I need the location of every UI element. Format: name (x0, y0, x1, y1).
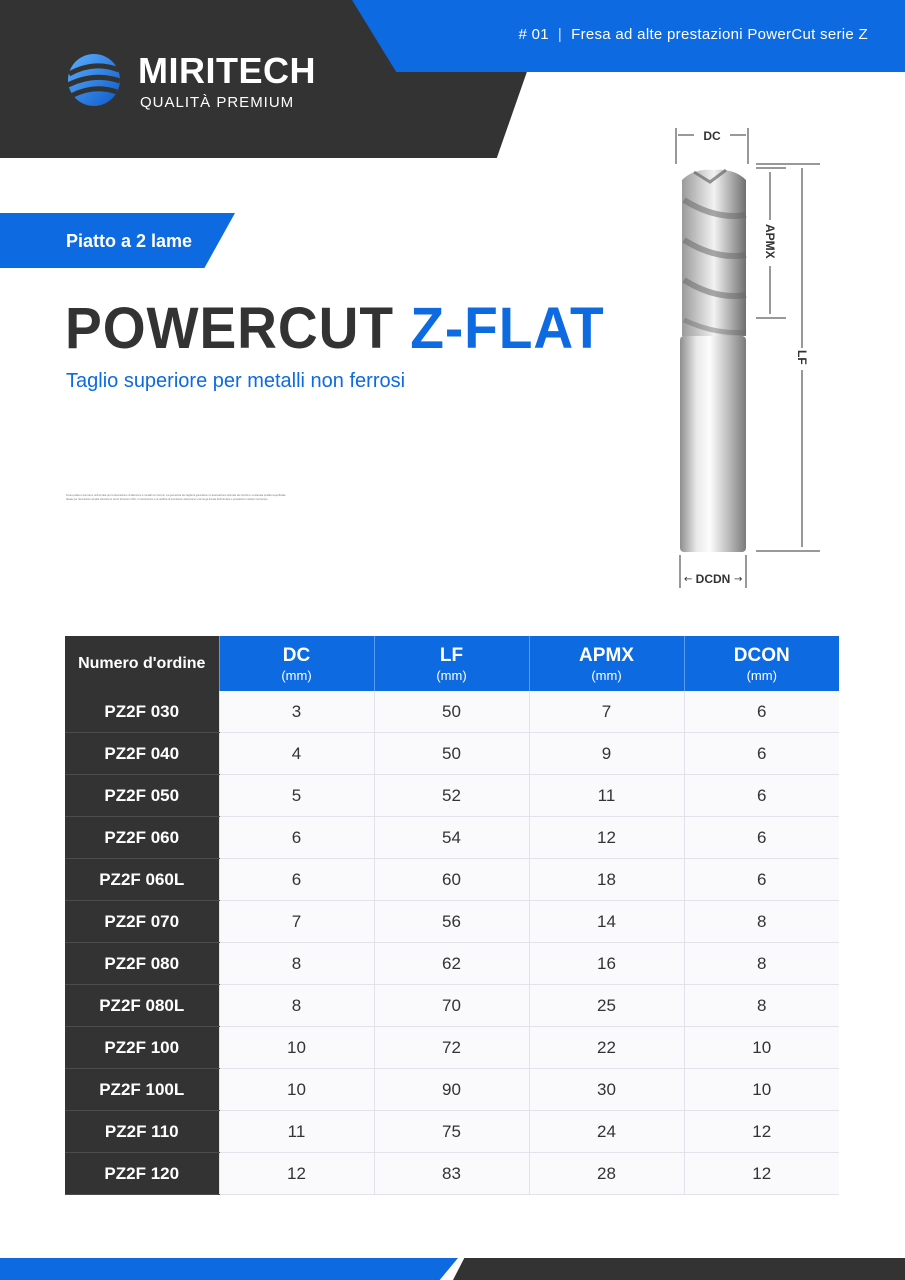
cell-dcon: 12 (684, 1153, 839, 1195)
col-header-unit: (mm) (436, 667, 467, 683)
cell-dc: 4 (219, 733, 374, 775)
brand-name: MIRITECH (138, 50, 316, 91)
col-header-label: Numero d'ordine (78, 654, 206, 672)
title-main: POWERCUT (65, 296, 395, 361)
footer-blue-band (0, 1258, 458, 1280)
table-row (65, 1111, 839, 1153)
cell-dcon: 8 (684, 901, 839, 943)
cell-apmx: 18 (529, 859, 684, 901)
spec-table (65, 636, 839, 1195)
cell-dc: 11 (219, 1111, 374, 1153)
cell-dcon: 6 (684, 775, 839, 817)
cell-lf: 50 (374, 733, 529, 775)
header-separator: | (557, 26, 563, 43)
dim-label-apmx: APMX (763, 224, 777, 259)
col-header-order-number (65, 636, 219, 691)
header-caption (519, 26, 869, 43)
col-header-label: APMX (579, 644, 634, 666)
cell-apmx: 16 (529, 943, 684, 985)
arrow-left-icon: ← (684, 574, 693, 585)
cell-dc: 6 (219, 817, 374, 859)
table-body (65, 691, 839, 1195)
cell-apmx: 24 (529, 1111, 684, 1153)
arrow-right-icon: → (734, 574, 743, 585)
product-subtitle: Taglio superiore per metalli non ferrosi (66, 370, 406, 392)
col-header-label: DC (282, 644, 311, 666)
col-header-dcon (684, 636, 839, 691)
cell-order-number: PZ2F 120 (65, 1153, 219, 1195)
cell-apmx: 22 (529, 1027, 684, 1069)
cell-order-number: PZ2F 100L (65, 1069, 219, 1111)
cell-apmx: 14 (529, 901, 684, 943)
cell-order-number: PZ2F 080 (65, 943, 219, 985)
cell-dcon: 6 (684, 817, 839, 859)
cell-dc: 10 (219, 1027, 374, 1069)
end-mill-body (680, 170, 746, 552)
miritech-logo-icon (66, 52, 122, 108)
cell-order-number: PZ2F 030 (65, 691, 219, 733)
col-header-unit: (mm) (591, 667, 622, 683)
table-row (65, 943, 839, 985)
cell-lf: 83 (374, 1153, 529, 1195)
cell-lf: 50 (374, 691, 529, 733)
cell-dcon: 6 (684, 733, 839, 775)
dim-label-dc: DC (703, 129, 721, 143)
cell-order-number: PZ2F 080L (65, 985, 219, 1027)
footer-dark-band (453, 1258, 905, 1280)
cell-apmx: 12 (529, 817, 684, 859)
cell-apmx: 7 (529, 691, 684, 733)
cell-lf: 60 (374, 859, 529, 901)
table-row (65, 985, 839, 1027)
cell-apmx: 30 (529, 1069, 684, 1111)
cell-dc: 10 (219, 1069, 374, 1111)
product-line: Fresa ad alte prestazioni PowerCut serie Z (571, 26, 868, 43)
col-header-lf (374, 636, 529, 691)
cell-lf: 62 (374, 943, 529, 985)
cell-apmx: 28 (529, 1153, 684, 1195)
cell-lf: 90 (374, 1069, 529, 1111)
cell-dc: 8 (219, 985, 374, 1027)
cell-order-number: PZ2F 040 (65, 733, 219, 775)
fine-print-line: Fresa piatta a due lame ottimizzata per la lavorazione di alluminio e metalli non ferrosi. La geometria dei taglienti garantisce un'evacuazione ottimale dei trucioli e un'elevata qualità superficiale. (66, 494, 287, 497)
cell-dc: 7 (219, 901, 374, 943)
cell-order-number: PZ2F 050 (65, 775, 219, 817)
cell-apmx: 9 (529, 733, 684, 775)
table-row (65, 859, 839, 901)
col-header-apmx (529, 636, 684, 691)
cell-apmx: 11 (529, 775, 684, 817)
table-header-row (65, 636, 839, 691)
cell-order-number: PZ2F 060L (65, 859, 219, 901)
brand-tagline: QUALITÀ PREMIUM (140, 94, 295, 111)
cell-dcon: 10 (684, 1069, 839, 1111)
cell-order-number: PZ2F 100 (65, 1027, 219, 1069)
category-tag: Piatto a 2 lame (66, 231, 193, 251)
cell-dcon: 8 (684, 943, 839, 985)
dim-label-dcdn: DCDN (695, 572, 731, 586)
cell-lf: 72 (374, 1027, 529, 1069)
product-title (65, 295, 605, 362)
col-header-unit: (mm) (746, 667, 777, 683)
table-row (65, 691, 839, 733)
table-row (65, 1027, 839, 1069)
cell-dc: 3 (219, 691, 374, 733)
cell-lf: 56 (374, 901, 529, 943)
cell-lf: 75 (374, 1111, 529, 1153)
cell-order-number: PZ2F 060 (65, 817, 219, 859)
col-header-label: LF (439, 644, 464, 666)
cell-dc: 8 (219, 943, 374, 985)
table-row (65, 1153, 839, 1195)
table-row (65, 775, 839, 817)
title-accent: Z-FLAT (410, 296, 605, 361)
cell-dc: 5 (219, 775, 374, 817)
fine-print-line: Ideale per lavorazioni ad alta velocità su centri di lavoro CNC; il rivestimento e la rettifica di precisione assicurano una lunga durata dell'utensile e prestazioni costanti nel tempo. (66, 498, 269, 501)
cell-lf: 52 (374, 775, 529, 817)
cell-dcon: 10 (684, 1027, 839, 1069)
cell-order-number: PZ2F 070 (65, 901, 219, 943)
cell-dcon: 8 (684, 985, 839, 1027)
cell-dcon: 12 (684, 1111, 839, 1153)
end-mill-diagram (664, 120, 824, 590)
cell-apmx: 25 (529, 985, 684, 1027)
dim-label-lf: LF (795, 350, 809, 365)
col-header-unit: (mm) (281, 667, 312, 683)
cell-lf: 70 (374, 985, 529, 1027)
cell-dc: 12 (219, 1153, 374, 1195)
cell-order-number: PZ2F 110 (65, 1111, 219, 1153)
fine-print (66, 494, 536, 502)
cell-lf: 54 (374, 817, 529, 859)
table-row (65, 1069, 839, 1111)
issue-number: # 01 (518, 26, 549, 43)
col-header-dc (219, 636, 374, 691)
cell-dcon: 6 (684, 691, 839, 733)
cell-dcon: 6 (684, 859, 839, 901)
table-row (65, 733, 839, 775)
cell-dc: 6 (219, 859, 374, 901)
table-row (65, 817, 839, 859)
table-row (65, 901, 839, 943)
col-header-label: DCON (733, 644, 790, 666)
